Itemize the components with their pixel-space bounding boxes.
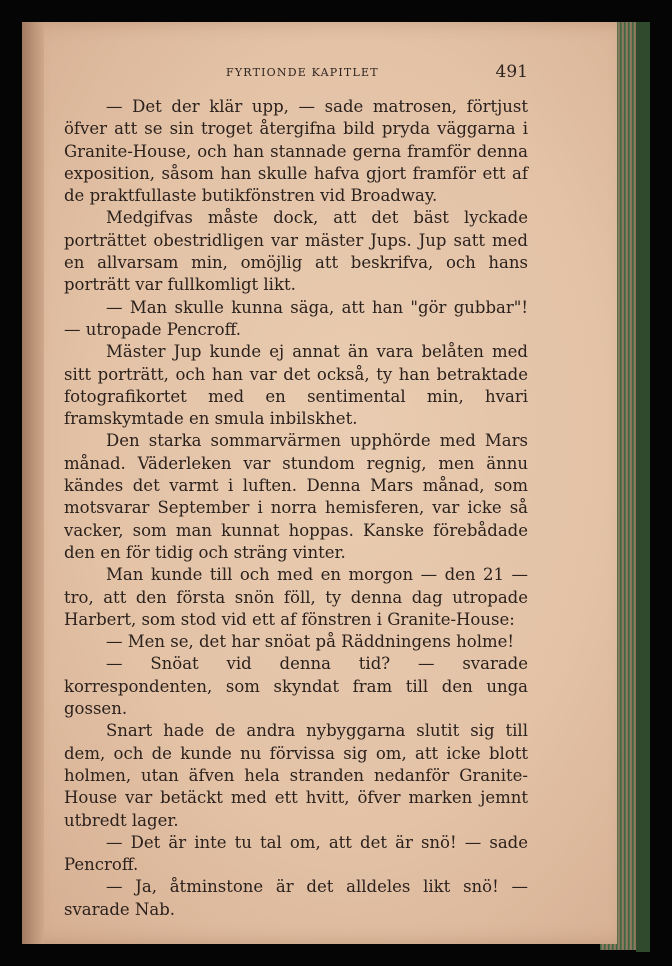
- page-gutter: [22, 22, 44, 944]
- book-cover-edge: [636, 22, 650, 952]
- paragraph: Man kunde till och med en morgon — den 21 — tro, att den första snön föll, ty denna dag utropade Harbert, som stod vid ett af fönstren i Granite-House:: [64, 565, 528, 629]
- paragraph: — Det der klär upp, — sade matrosen, förtjust öfver att se sin troget återgifna bild pryda väggarna i Granite-House, och han stannade gerna framför denna exposition, såsom han skulle hafva gjort framför ett af de praktfullaste butikfönstren vid Broadway.: [64, 97, 528, 206]
- paragraph: Mäster Jup kunde ej annat än vara belåten med sitt porträtt, och han var det också, ty han betraktade fotografikortet med en sentimental min, hvari framskymtade en smula inbilskhet.: [64, 342, 528, 429]
- running-header: [98, 62, 528, 86]
- paragraph: Medgifvas måste dock, att det bäst lyckade porträttet obestridligen var mäster Jups. Jup satt med en allvarsam min, omöjlig att beskrifva, och hans porträtt var fullkomligt likt.: [64, 208, 528, 295]
- paragraph: Snart hade de andra nybyggarna slutit sig till dem, och de kunde nu förvissa sig om, att icke blott holmen, utan äfven hela stranden nedanför Granite-House var betäckt med ett hvitt, öfver marken jemnt utbredt lager.: [64, 721, 528, 830]
- chapter-title: FYRTIONDE KAPITLET: [226, 66, 379, 79]
- page-number: 491: [495, 62, 528, 82]
- paragraph: — Snöat vid denna tid? — svarade korrespondenten, som skyndat fram till den unga gossen.: [64, 654, 528, 719]
- paragraph: — Det är inte tu tal om, att det är snö! — sade Pencroff.: [64, 832, 528, 875]
- paragraph: Den starka sommarvärmen upphörde med Mars månad. Väderleken var stundom regnig, men ännu kändes det varmt i luften. Denna Mars månad, som motsvarar September i norra hemisferen, var icke så vacker, som man kunnat hoppas. Kanske förebådade den en för tidig och sträng vinter.: [64, 431, 528, 562]
- paragraph: — Man skulle kunna säga, att han "gör gubbar"! — utropade Pencroff.: [64, 297, 528, 339]
- paragraph: — Men se, det har snöat på Räddningens holme!: [106, 632, 515, 652]
- paragraph: — Ja, åtminstone är det alldeles likt snö! — svarade Nab.: [64, 877, 528, 919]
- body-text: [64, 96, 528, 921]
